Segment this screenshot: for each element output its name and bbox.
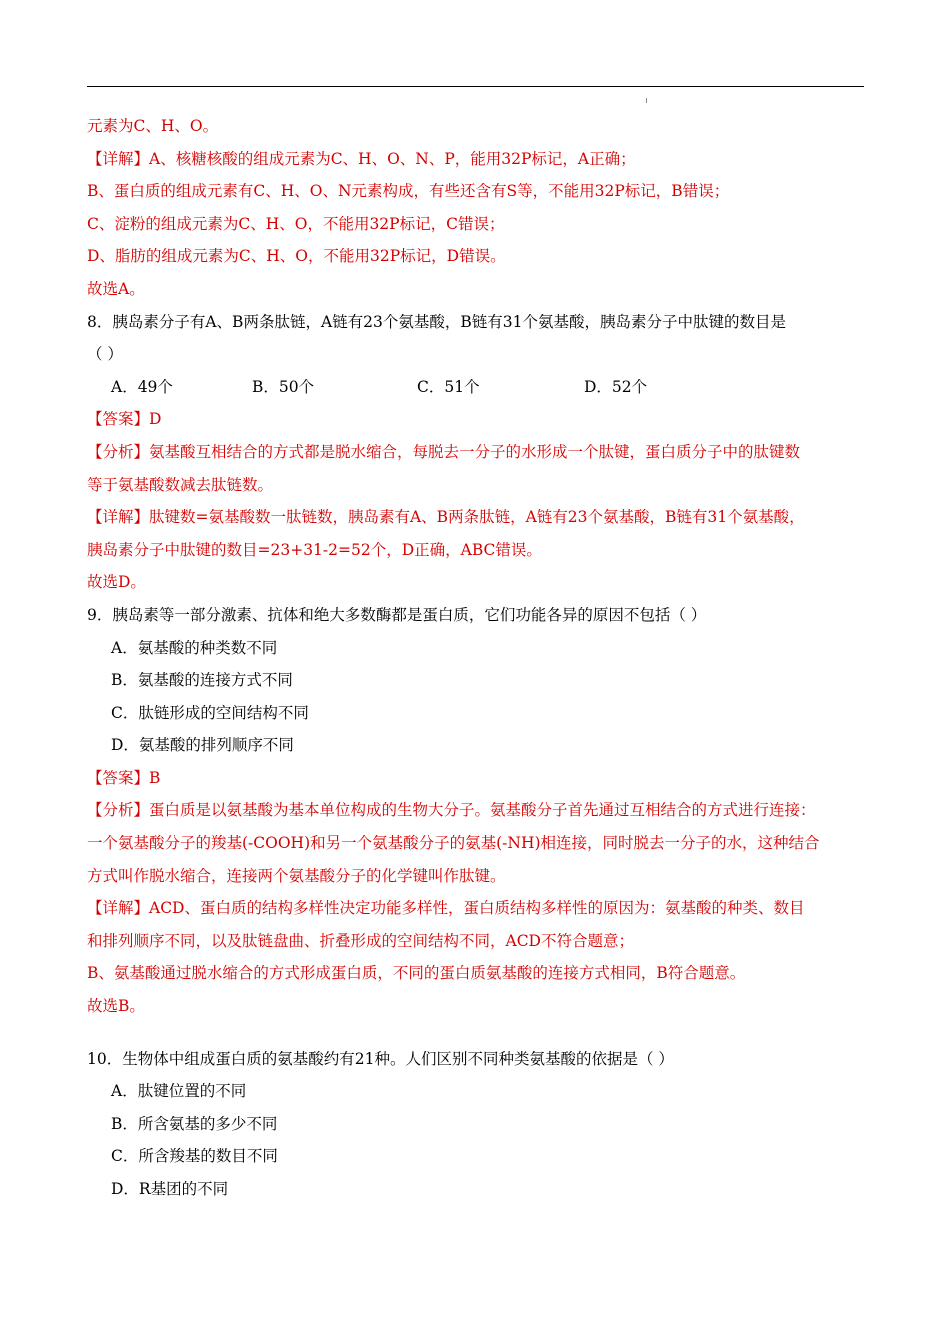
q8-stem-blank: （ ） xyxy=(87,345,123,364)
q10-option-a: A．肽键位置的不同 xyxy=(111,1082,247,1101)
q9-conclusion: 故选B。 xyxy=(87,997,145,1016)
q8-analysis: 等于氨基酸数减去肽链数。 xyxy=(87,475,274,494)
q7-text-line: 元素为C、H、O。 xyxy=(87,117,219,135)
q8-option-b: B．50个 xyxy=(252,377,315,396)
q8-answer: 【答案】D xyxy=(87,410,162,429)
q8-stem: 8．胰岛素分子有A、B两条肽链，A链有23个氨基酸，B链有31个氨基酸，胰岛素分子中肽键的数目是 xyxy=(87,312,786,331)
q9-detail: B、氨基酸通过脱水缩合的方式形成蛋白质，不同的蛋白质氨基酸的连接方式相同，B符合题意。 xyxy=(87,964,746,983)
header-rule xyxy=(87,86,864,87)
q7-detail-line: B、蛋白质的组成元素有C、H、O、N元素构成，有些还含有S等，不能用32P标记，B错误； xyxy=(87,182,730,201)
q10-stem: 10．生物体中组成蛋白质的氨基酸约有21种。人们区别不同种类氨基酸的依据是（ ） xyxy=(87,1049,674,1068)
q10-option-b: B．所含氨基的多少不同 xyxy=(111,1114,278,1133)
q7-conclusion: 故选A。 xyxy=(87,279,145,298)
header-mark xyxy=(646,98,647,103)
spacer xyxy=(87,1023,864,1043)
q8-option-c: C．51个 xyxy=(417,377,480,396)
q8-option-d: D．52个 xyxy=(584,377,648,396)
document-body xyxy=(87,110,864,1206)
q8-conclusion: 故选D。 xyxy=(87,573,146,592)
q9-option-a: A．氨基酸的种类数不同 xyxy=(111,638,278,657)
q9-analysis: 【分析】蛋白质是以氨基酸为基本单位构成的生物大分子。氨基酸分子首先通过互相结合的方式进行连接： xyxy=(87,801,816,820)
q9-analysis: 方式叫作脱水缩合，连接两个氨基酸分子的化学键叫作肽键。 xyxy=(87,866,506,885)
q9-option-c: C．肽链形成的空间结构不同 xyxy=(111,703,309,722)
q9-detail: 和排列顺序不同，以及肽链盘曲、折叠形成的空间结构不同，ACD不符合题意； xyxy=(87,931,634,950)
q10-option-c: C．所含羧基的数目不同 xyxy=(111,1147,278,1166)
q7-detail-line: C、淀粉的组成元素为C、H、O，不能用32P标记，C错误； xyxy=(87,214,505,233)
q9-stem: 9．胰岛素等一部分激素、抗体和绝大多数酶都是蛋白质，它们功能各异的原因不包括（ ） xyxy=(87,605,707,624)
q10-option-d: D．R基团的不同 xyxy=(111,1180,229,1198)
q7-detail-line: 【详解】A、核糖核酸的组成元素为C、H、O、N、P，能用32P标记，A正确； xyxy=(87,149,636,168)
q9-option-b: B．氨基酸的连接方式不同 xyxy=(111,671,293,690)
q9-analysis: 一个氨基酸分子的羧基(-COOH)和另一个氨基酸分子的氨基(-NH)相连接，同时脱去一分子的水，这种结合 xyxy=(87,834,820,853)
q8-option-a: A．49个 xyxy=(111,377,173,396)
q8-detail: 【详解】肽键数=氨基酸数一肽链数，胰岛素有A、B两条肽链，A链有23个氨基酸，B链有31个氨基酸， xyxy=(87,508,805,527)
q8-analysis: 【分析】氨基酸互相结合的方式都是脱水缩合，每脱去一分子的水形成一个肽键，蛋白质分子中的肽键数 xyxy=(87,442,801,461)
q7-detail-line: D、脂肪的组成元素为C、H、O，不能用32P标记，D错误。 xyxy=(87,247,506,266)
q9-option-d: D．氨基酸的排列顺序不同 xyxy=(111,736,294,755)
q8-detail: 胰岛素分子中肽键的数目=23+31-2=52个，D正确，ABC错误。 xyxy=(87,540,542,559)
q8-options xyxy=(87,371,864,404)
q9-detail: 【详解】ACD、蛋白质的结构多样性决定功能多样性，蛋白质结构多样性的原因为：氨基酸的种类、数目 xyxy=(87,899,805,918)
q9-answer: 【答案】B xyxy=(87,768,161,787)
